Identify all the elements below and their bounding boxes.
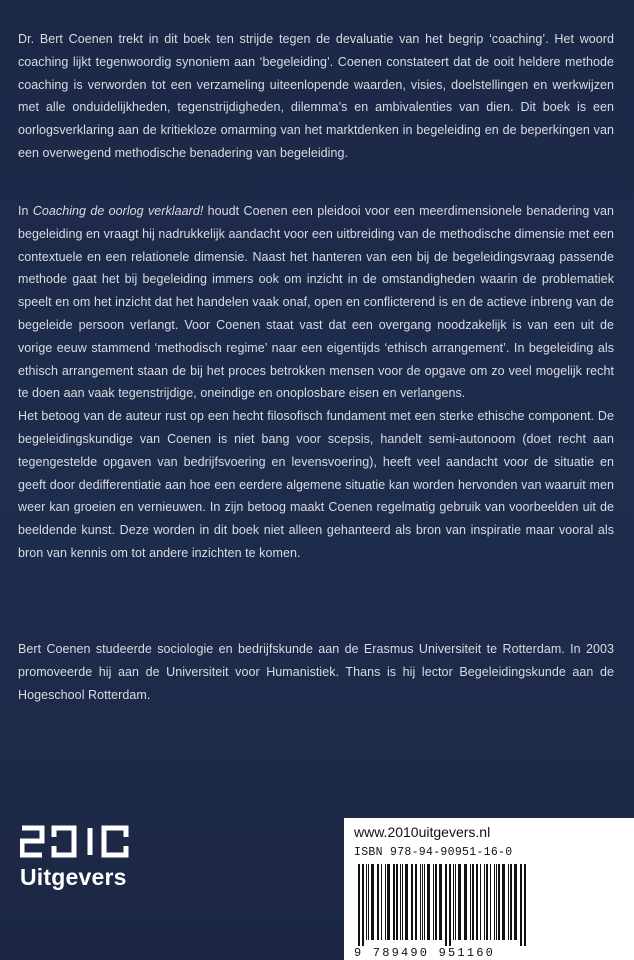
barcode-bar bbox=[453, 864, 454, 940]
barcode-bar bbox=[494, 864, 495, 940]
argument-second-text: Het betoog van de auteur rust op een hecht filosofisch fundament met een sterke ethische component. De begeleidingskundige van Coenen is niet bang voor scepsis, handelt semi-autonoom (doet recht aan tegengestelde opgaven van bedrijfsvoering en levensvoering), heeft veel aandacht voor de situatie en geeft door dedifferentiatie aan hoe een eerdere algemene situatie kan worden hervonden van waaruit men weer kan groeien en vernieuwen. In zijn betoog maakt Coenen regelmatig gebruik van voorbeelden uit de beeldende kunst. Deze worden in dit boek niet alleen gehanteerd als bron van inspiratie maar vooral als bron van kennis om tot andere inzichten te komen. bbox=[18, 409, 614, 560]
barcode-bar bbox=[420, 864, 421, 940]
barcode-bar bbox=[445, 864, 447, 946]
barcode-bar bbox=[435, 864, 437, 940]
intro-text: Dr. Bert Coenen trekt in dit boek ten strijde tegen de devaluatie van het begrip ‘coaching’. Het woord coaching lijkt tegenwoordig synoniem aan ‘begeleiding’. Coenen constateert dat de ooit heldere methode coaching is verworden tot een verzameling uiteenlopende waarden, visies, doelstellingen en werkwijzen met alle onduidelijkheden, tegenstrijdigheden, dilemma’s en ambivalenties van dien. Dit boek is een oorlogsverklaring aan de kritiekloze omarming van het marktdenken in begeleiding en de beperkingen van een overwegend methodische benadering van begeleiding. bbox=[18, 32, 614, 160]
barcode-bar bbox=[402, 864, 403, 940]
barcode-bar bbox=[396, 864, 398, 940]
barcode-bar bbox=[458, 864, 461, 940]
author-bio-text: Bert Coenen studeerde sociologie en bedrijfskunde aan de Erasmus Universiteit te Rotterdam. In 2003 promoveerde hij aan de Universiteit voor Humanistiek. Thans is hij lector Begeleidingskunde aan de Hogeschool Rotterdam. bbox=[18, 642, 614, 702]
barcode-bar bbox=[433, 864, 434, 940]
isbn-label: ISBN 978-94-90951-16-0 bbox=[354, 846, 513, 859]
author-bio bbox=[18, 638, 614, 706]
argument-paragraph bbox=[18, 200, 614, 565]
barcode-bar bbox=[486, 864, 488, 940]
publisher-logo-mark bbox=[20, 824, 132, 858]
barcode-bar bbox=[502, 864, 505, 940]
barcode-bar bbox=[524, 864, 526, 946]
barcode-bar bbox=[439, 864, 442, 940]
barcode-bar bbox=[400, 864, 401, 940]
barcode-bar bbox=[480, 864, 481, 940]
barcode-bar bbox=[381, 864, 382, 940]
barcode-bar bbox=[387, 864, 390, 940]
barcode-bar bbox=[377, 864, 379, 940]
barcode-bar bbox=[362, 864, 364, 946]
barcode-bar bbox=[520, 864, 522, 946]
barcode-bar bbox=[484, 864, 485, 940]
intro-paragraph bbox=[18, 28, 614, 165]
barcode bbox=[354, 864, 624, 946]
barcode-bar bbox=[472, 864, 474, 940]
argument-rest: houdt Coenen een pleidooi voor een meerdimensionele benadering van begeleiding en vraagt hij nadrukkelijk aandacht voor een uitbreiding van de methodische dimensie met een contextuele en een relationele dimensie. Naast het hanteren van een bij de begeleidingsvraag passende methode gaat het bij begeleiding immers ook om inzicht in de omstandigheden waarin de problematiek speelt en om het inzicht dat het handelen vaak onaf, open en conflicterend is en de actieve inbreng van de begeleide persoon verlangt. Voor Coenen staat vast dat een overgang noodzakelijk is van een uit de vorige eeuw stammend ‘methodisch regime’ naar een eigentijds ‘ethisch arrangement’. In begeleiding als ethisch arrangement staan de bij het proces betrokken mensen voor de opgave om zo veel mogelijk recht te doen aan vaak tegenstrijdige, oneindige en onoplosbare eisen en verlangens. bbox=[18, 204, 614, 401]
barcode-bar bbox=[464, 864, 467, 940]
barcode-bar bbox=[415, 864, 417, 940]
argument-prefix: In bbox=[18, 204, 33, 218]
barcode-bar bbox=[366, 864, 367, 940]
barcode-bar bbox=[385, 864, 386, 940]
argument-text bbox=[18, 200, 614, 405]
publisher-name: Uitgevers bbox=[20, 864, 127, 890]
barcode-bar bbox=[424, 864, 425, 940]
barcode-bar bbox=[411, 864, 413, 940]
barcode-bar bbox=[405, 864, 408, 940]
barcode-bar bbox=[496, 864, 497, 940]
publisher-logo bbox=[20, 824, 140, 894]
barcode-bar bbox=[449, 864, 451, 946]
barcode-panel bbox=[344, 818, 634, 960]
barcode-bar bbox=[470, 864, 471, 940]
barcode-bar bbox=[393, 864, 395, 940]
barcode-bar bbox=[368, 864, 369, 940]
barcode-bar bbox=[358, 864, 360, 946]
barcode-digits: 9 789490 951160 bbox=[354, 946, 496, 960]
barcode-bar bbox=[514, 864, 517, 940]
barcode-bar bbox=[427, 864, 430, 940]
publisher-url: www.2010uitgevers.nl bbox=[354, 824, 491, 840]
barcode-bar bbox=[422, 864, 423, 940]
barcode-bar bbox=[371, 864, 374, 940]
barcode-bar bbox=[476, 864, 478, 940]
barcode-bar bbox=[498, 864, 500, 940]
book-title: Coaching de oorlog verklaard! bbox=[32, 204, 204, 218]
barcode-bar bbox=[490, 864, 491, 940]
barcode-bar bbox=[510, 864, 512, 940]
barcode-bar bbox=[455, 864, 456, 940]
barcode-bar bbox=[508, 864, 509, 940]
